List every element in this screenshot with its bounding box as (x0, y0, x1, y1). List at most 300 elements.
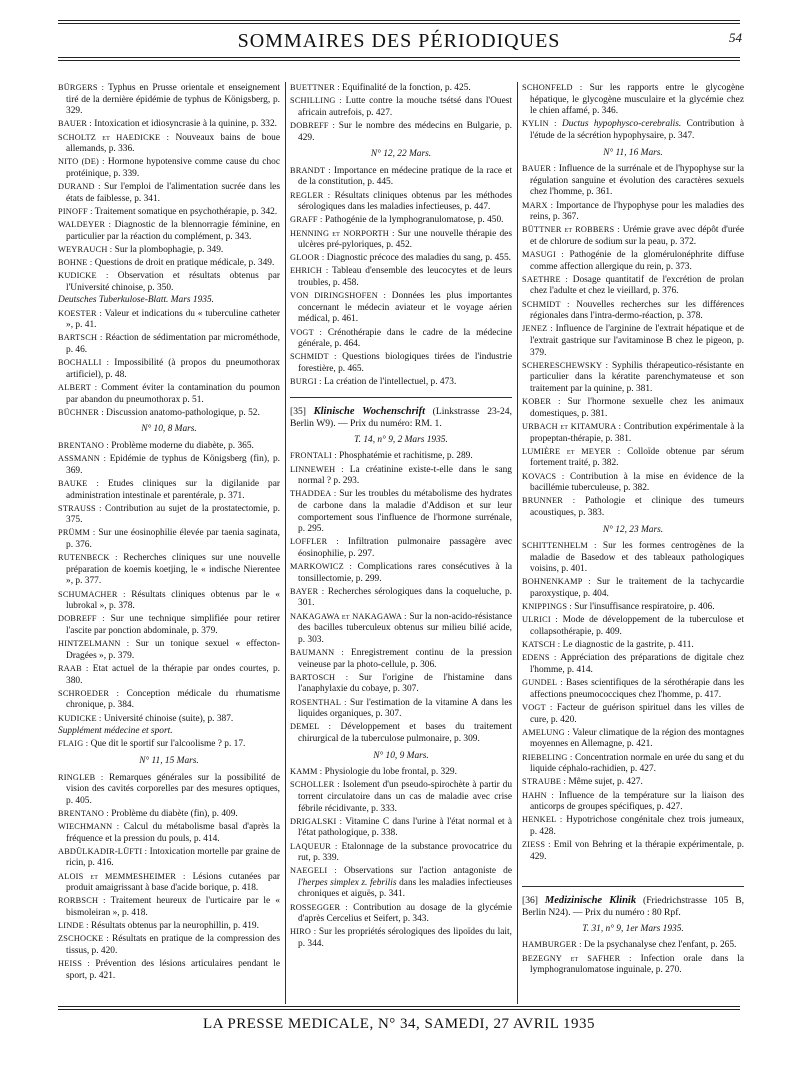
entry (290, 252, 512, 265)
entry (290, 95, 512, 119)
column-2 (290, 82, 512, 1004)
entry (290, 766, 512, 779)
entry (522, 814, 744, 838)
entry-text: Sur les propriétés sérologiques des lipoïdes du lait, p. 344. (298, 927, 512, 950)
entry (58, 132, 280, 156)
entry-text: Sur l'hormone sexuelle chez les animaux domestiques, p. 381. (530, 397, 744, 419)
author: ASSMANN : (58, 454, 107, 464)
page-number: 54 (729, 30, 742, 45)
entry (290, 672, 512, 696)
author: BÜRGERS : (58, 83, 105, 92)
entry-text: Sur la non-acido-résistance des bacilles tuberculeux obtenus sur milieu bilié acide, p. 303. (298, 611, 512, 645)
author: SCHROEDER : (58, 688, 120, 698)
entry-text: Hormone hypotensive comme cause du choc protéinique, p. 339. (66, 157, 280, 179)
entry-text: Etalonnage de la substance provocatrice du rut, p. 339. (298, 841, 512, 864)
author: BRANDT : (290, 165, 331, 175)
entry (522, 495, 744, 519)
author: BÜCHNER : (58, 407, 104, 417)
entry-text: Facteur de guérison spirituel dans les villes de cure, p. 420. (530, 702, 744, 725)
entry (58, 772, 280, 808)
author: BURGI : (290, 377, 322, 387)
entry-text: Que dit le sportif sur l'alcoolisme ? p. 17. (88, 739, 246, 750)
entry-text: Phosphatémie et rachitisme, p. 289. (336, 451, 473, 462)
entry (522, 299, 744, 323)
entry-text: Résultats cliniques obtenus par les méthodes sérologiques dans les maladies infectieuses, p. 447. (298, 190, 512, 213)
entry-text: Valeur climatique de la région des montagnes moyennes en Allemagne, p. 421. (530, 727, 744, 750)
entry-text: Concentration normale en urée du sang et du liquide céphalo-rachidien, p. 427. (530, 752, 744, 775)
entry (522, 953, 744, 977)
entry-text: dans les maladies infectieuses chroniques et aiguës, p. 341. (298, 877, 512, 900)
entry-text: Contribution au dosage de la glycémie d'après Cercelius et Seifert, p. 343. (298, 902, 512, 925)
entry (58, 453, 280, 477)
author: ALOIS et MEMMESHEIMER : (58, 871, 186, 881)
entry-text: Impossibilité (à propos du pneumothorax artificiel), p. 48. (66, 358, 280, 380)
entry-text: Sur les troubles du métabolisme des hydrates de carbone dans la maladie d'Addison et sur leur comportement sous l'influence de l'hormone surrénale, p. 295. (298, 489, 512, 535)
entry (522, 274, 744, 298)
author: KNIPPINGS : (522, 602, 572, 612)
entry-text: Diagnostic précoce des maladies du sang, p. 455. (324, 253, 512, 264)
entry-text: Observation et résultats obtenus par l'Université chinoise, p. 350. (66, 271, 280, 293)
issue-heading: T. 14, n° 9, 2 Mars 1935. (354, 434, 448, 445)
author: ROSENTHAL : (290, 697, 347, 707)
author: BOHNENKAMP : (522, 577, 591, 587)
entry-text: Lésions cutanées par produit amaigrissant à base d'acide borique, p. 418. (66, 871, 280, 894)
entry-text: Intoxication et idiosyncrasie à la quinine, p. 332. (91, 119, 278, 130)
author: SCHERESCHEWSKY : (522, 360, 609, 370)
entry-text: Hypotrichose congénitale chez trois jumeaux, p. 428. (530, 815, 744, 837)
entry (58, 503, 280, 527)
entry (58, 478, 280, 502)
author: LINDE : (58, 921, 89, 931)
entry (58, 270, 280, 294)
entry (290, 228, 512, 252)
entry-text: Recherches sérologiques dans la coqueluche, p. 301. (298, 586, 512, 609)
entry-text: Influence de la surrénale et de l'hypophyse sur la régulation sanguine et évolution des caractères sexuels chez l'homme, p. 361. (530, 164, 744, 198)
entry (58, 920, 280, 933)
entry-text: Valeur et indications du « tuberculine catheter », p. 41. (66, 308, 280, 331)
entry-text: Sur l'estimation de la vitamine A dans les liquides organiques, p. 307. (298, 697, 512, 720)
entry-text: Vitamine C dans l'urine à l'état normal et à l'état pathologique, p. 338. (298, 816, 512, 839)
author: DRIGALSKI : (290, 816, 343, 826)
entry (58, 846, 280, 870)
issue-heading: N° 11, 16 Mars. (603, 147, 663, 158)
entry-text: Université chinoise (suite), p. 387. (101, 713, 234, 724)
author: REGLER : (290, 190, 331, 200)
author: BUETTNER : (290, 83, 340, 92)
entry-text: Développement et bases du traitement chirurgical de la tuberculose pulmonaire, p. 309. (298, 722, 512, 744)
entry-text: Urémie grave avec dépôt d'urée et de chlorure de sodium sur la peau, p. 372. (530, 225, 744, 247)
column-divider (285, 82, 286, 1004)
entry (290, 450, 512, 463)
entry (522, 939, 744, 952)
entry (58, 82, 280, 118)
entry-text: Sur une nouvelle thérapie des ulcères pré-pyloriques, p. 452. (298, 228, 512, 251)
entry-text: Pathogénie de la glomérulonéphrite diffuse comme affection allergique du rein, p. 373. (530, 250, 744, 272)
author: RIEBELING : (522, 752, 573, 762)
entry (522, 471, 744, 495)
entry (522, 702, 744, 726)
entry-text: Sur l'origine de l'histamine dans l'anaphylaxie du cobaye, p. 307. (298, 672, 512, 695)
author: HAHN : (522, 790, 555, 800)
author: BRUNNER : (522, 496, 576, 506)
entry-text: De la psychanalyse chez l'enfant, p. 265. (581, 940, 737, 951)
entry (522, 752, 744, 776)
entry (522, 677, 744, 701)
author: BRENTANO : (58, 808, 109, 818)
entry-text: Sur l'insuffisance respiratoire, p. 406. (571, 602, 715, 613)
entry (290, 165, 512, 189)
author: EHRICH : (290, 266, 329, 276)
author: HEISS : (58, 959, 90, 969)
author: ZIESS : (522, 840, 551, 850)
entry-text: Pathologie et clinique des tumeurs acoustiques, p. 383. (530, 496, 744, 518)
author: KOVACS : (522, 471, 565, 481)
author: SCHONFELD : (522, 83, 583, 92)
entry (522, 540, 744, 576)
entry-text: Enregistrement continu de la pression veineuse par la photo-cellule, p. 306. (298, 648, 512, 670)
entry (522, 396, 744, 420)
entry (58, 206, 280, 219)
page-header (58, 20, 740, 62)
author: GRAFF : (290, 215, 323, 225)
entry-text: Typhus en Prusse orientale et enseignement tiré de la dernière épidémie de typhus de Königsberg, p. 329. (66, 83, 280, 117)
entry (58, 357, 280, 381)
entry-text: Prévention des lésions articulaires pendant le sport, p. 421. (66, 959, 280, 981)
entry-text: Même sujet, p. 427. (565, 777, 643, 788)
entry (58, 613, 280, 637)
entry (290, 779, 512, 815)
entry-text: Recherches cliniques sur une nouvelle préparation de koemis koetjing, le « indische Nierentee », p. 377. (66, 553, 280, 587)
author: BOCHALLI : (58, 358, 110, 368)
entry-text: Sur un tonique sexuel « effecton-Dragées », p. 379. (66, 639, 280, 661)
entry (290, 697, 512, 721)
entry-text: Contribution à la mise en évidence de la bacillémie tuberculeuse, p. 382. (530, 471, 744, 494)
entry (290, 190, 512, 214)
entry-text: Intoxication mortelle par graine de ricin, p. 416. (66, 846, 280, 869)
column-divider (517, 82, 518, 1004)
entry-text: Questions biologiques tirées de l'industrie forestière, p. 465. (298, 352, 512, 374)
entry-text: Observations sur l'action antagoniste de (336, 866, 512, 877)
journal-number: [36] (522, 894, 545, 906)
entry-italic: Ductus hypophysco-cerebralis. (561, 119, 682, 130)
column-3 (522, 82, 744, 1004)
entry-text: Pathogénie de la lymphogranulomatose, p. 450. (322, 215, 504, 226)
entry (290, 488, 512, 535)
entry-text: Sur le traitement de la tachycardie paroxystique, p. 404. (530, 577, 744, 600)
entry-text: Appréciation des préparations de digitale chez l'homme, p. 414. (530, 653, 744, 675)
entry (522, 839, 744, 863)
entry-text: Données les plus importantes concernant le médecin aviateur et le voyage aérien médical, p. 461. (298, 291, 512, 325)
entry (58, 808, 280, 821)
entry (58, 821, 280, 845)
entry-text: Sur une technique simplifiée pour retirer l'ascite par ponction abdominale, p. 379. (66, 614, 280, 636)
entry-text: Complications rares consécutives à la tonsillectomie, p. 299. (298, 562, 512, 584)
entry-text: Crénothérapie dans le cadre de la médecine générale, p. 464. (298, 327, 512, 350)
journal-name: Deutsches Tuberkulose-Blatt. (58, 295, 169, 306)
author: LAQUEUR : (290, 841, 338, 851)
entry (290, 902, 512, 926)
author: SCHUMACHER : (58, 589, 126, 599)
author: NAKAGAWA et NAKAGAWA : (290, 611, 407, 621)
author: BEZEGNY et SAFHER : (522, 953, 632, 963)
author: LINNEWEH : (290, 464, 344, 474)
entry-text: Colloïde obtenue par sérum fortement traité, p. 382. (530, 446, 744, 469)
journal-heading (58, 295, 280, 307)
entry (290, 841, 512, 865)
author: HIRO : (290, 927, 317, 937)
author: WIECHMANN : (58, 822, 120, 832)
author: HAMBURGER : (522, 940, 582, 950)
entry (290, 865, 512, 901)
entry (58, 181, 280, 205)
entry-text: Calcul du métabolisme basal d'après la fréquence et la pression du pouls, p. 414. (66, 822, 280, 844)
journal-info: (Friedrichstrasse 105 B, Berlin N24). — Prix du numéro : 80 Rpf. (522, 894, 744, 918)
entry (522, 790, 744, 814)
journal-entry (522, 895, 744, 919)
section-separator (522, 886, 744, 887)
entry-text: Comment éviter la contamination du poumon par abandon du pneumothorax p. 51. (66, 382, 280, 405)
journal-number: [35] (290, 405, 314, 417)
entry-italic: l'herpes simplex z. febrilis (298, 877, 397, 888)
entry (58, 552, 280, 588)
journal-name: Supplément médecine et sport. (58, 726, 173, 737)
author: BAUMANN : (290, 648, 344, 658)
entry (522, 249, 744, 273)
entry (290, 586, 512, 610)
entry-text: Influence de la température sur la liaison des anticorps de groupes spécifiques, p. 427. (530, 790, 744, 813)
entry-text: Contribution expérimentale à la propeptan-thérapie, p. 381. (530, 421, 744, 444)
author: DOBREFF : (290, 120, 335, 130)
entry-text: Réaction de sédimentation par microméthode, p. 46. (66, 333, 280, 355)
entry (58, 382, 280, 406)
author: DURAND : (58, 182, 101, 192)
author: VON DIRINGSHOFEN : (290, 291, 387, 301)
entry (522, 601, 744, 614)
journal-info: (Linkstrasse 23-24, Berlin W9). — Prix du numéro: RM. 1. (290, 405, 512, 429)
author: HENKEL : (522, 815, 563, 825)
author: NAEGELI : (290, 866, 337, 876)
entry (58, 244, 280, 257)
entry-text: Contribution à l'étude de la sécrétion hypophysaire, p. 347. (530, 119, 744, 141)
entry-text: Problème moderne du diabète, p. 365. (108, 440, 254, 451)
author: RUTENBECK : (58, 553, 118, 563)
entry (290, 721, 512, 745)
entry (58, 118, 280, 131)
entry-text: Contribution au sujet de la prostatectomie, p. 375. (66, 503, 280, 526)
entry-text: Emil von Behring et la thérapie expérimentale, p. 429. (530, 840, 744, 862)
entry (522, 323, 744, 359)
author: GUNDEL : (522, 678, 563, 688)
entry-text: Influence de l'arginine de l'extrait hépatique et de l'extrait gastrique sur l'avitaminose B chez le pigeon, p. 379. (530, 324, 744, 358)
author: KATSCH : (522, 640, 561, 650)
author: BÜTTNER et ROBBERS : (522, 225, 620, 235)
issue-heading: N° 10, 8 Mars. (141, 424, 197, 435)
author: EDENS : (522, 653, 557, 663)
entry (58, 156, 280, 180)
author: AMELUNG : (522, 727, 570, 737)
author: KOESTER : (58, 308, 103, 318)
author: DOBREFF : (58, 614, 105, 624)
entry (290, 816, 512, 840)
author: SAETHRE : (522, 274, 568, 284)
entry (290, 561, 512, 585)
author: HINTZELMANN : (58, 639, 130, 649)
author: STRAUSS : (58, 503, 102, 513)
author: SCHILLING : (290, 96, 342, 106)
entry (522, 614, 744, 638)
issue-heading: N° 10, 9 Mars. (373, 750, 429, 761)
entry-text: Isolement d'un pseudo-spirochète à partir du torrent circulatoire dans un cas de maladie avec crise fébrile récidivante, p. 333. (298, 780, 512, 814)
entry-text: Traitement heureux de l'urticaire par le « bismoleiran », p. 418. (66, 896, 280, 918)
author: BAUER : (522, 164, 557, 174)
entry-text: Traitement somatique en psychothérapie, p. 342. (92, 206, 278, 217)
entry (290, 376, 512, 389)
entry-text: Importance de l'hypophyse pour les maladies des reins, p. 367. (530, 200, 744, 223)
issue-heading: N° 12, 22 Mars. (370, 149, 432, 160)
entry (58, 871, 280, 895)
author: RORBSCH : (58, 896, 106, 906)
author: KYLIN : (522, 119, 557, 129)
entry (522, 446, 744, 470)
entry-text: Infection orale dans la lymphogranulomatose inguinale, p. 270. (530, 953, 744, 976)
entry (290, 647, 512, 671)
entry-text: Bases scientifiques de la sérothérapie dans les affections pneumococciques chez l'homme, p. 417. (530, 678, 744, 700)
author: URBACH et KITAMURA : (522, 421, 622, 431)
entry (290, 214, 512, 227)
entry-text: Equifinalité de la fonction, p. 425. (339, 83, 471, 93)
issue-heading: N° 11, 15 Mars. (139, 755, 199, 766)
entry (522, 163, 744, 199)
author: HENNING et NORPORTH : (290, 228, 395, 238)
author: BARTOSCH : (290, 672, 349, 682)
entry-text: Sur l'emploi de l'alimentation sucrée dans les états de faiblesse, p. 341. (66, 182, 280, 204)
entry (58, 407, 280, 420)
entry (522, 576, 744, 600)
author: VOGT : (290, 327, 323, 337)
entry-text: Sur les rapports entre le glycogène hépatique, le glycogène musculaire et la glycémie chez le chien affamé, p. 346. (530, 83, 744, 117)
entry-text: Sur le nombre des médecins en Bulgarie, p. 429. (298, 120, 512, 143)
author: SCHMIDT : (290, 352, 337, 362)
entry-text: Physiologie du lobe frontal, p. 329. (322, 767, 457, 778)
entry (58, 895, 280, 919)
entry-text: Résultats obtenus par la neurophillin, p. 419. (88, 921, 259, 932)
entry (58, 663, 280, 687)
entry (522, 776, 744, 789)
entry (522, 639, 744, 652)
entry (290, 351, 512, 375)
author: MASUGI : (522, 250, 564, 260)
author: LUMIÈRE et MEYER : (522, 446, 621, 456)
entry (58, 933, 280, 957)
author: KUDICKE : (58, 713, 102, 723)
columns-area (58, 82, 748, 1004)
entry (58, 713, 280, 726)
entry-text: Résultats cliniques obtenus par le « lubrokal », p. 378. (66, 589, 280, 612)
entry (58, 589, 280, 613)
author: GLOOR : (290, 253, 325, 263)
author: ULRICI : (522, 615, 558, 625)
entry-text: Sur la plombophagie, p. 349. (112, 244, 224, 255)
issue-heading: T. 31, n° 9, 1er Mars 1935. (582, 923, 684, 934)
entry-text: Lutte contre la mouche tsétsé dans l'Ouest africain autrefois, p. 427. (298, 96, 512, 118)
entry (522, 118, 744, 142)
entry (522, 82, 744, 118)
entry (290, 926, 512, 950)
author: PINOFF : (58, 206, 93, 216)
author: BAUER : (58, 119, 92, 129)
author: KAMM : (290, 767, 323, 777)
entry-text: Remarques générales sur la possibilité de vision des cavités corporelles par des mesures optiques, p. 405. (66, 772, 280, 806)
entry-text: Syphilis thérapeutico-résistante en particulier dans la kératite parenchymateuse et son traitement par la quinine, p. 381. (530, 360, 744, 394)
entry (58, 688, 280, 712)
entry-text: Questions de droit en pratique médicale, p. 349. (92, 258, 275, 269)
author: ABDÜLKADIR-LÜFTI : (58, 846, 148, 856)
journal-title: Klinische Wochenschrift (313, 405, 425, 417)
author: PRÜMM : (58, 528, 96, 538)
entry (58, 257, 280, 270)
entry (58, 308, 280, 332)
author: VOGT : (522, 702, 553, 712)
entry-text: Etudes cliniques sur la digilanide par administration intestinale et parentérale, p. 371. (66, 478, 280, 501)
author: WEYRAUCH : (58, 244, 113, 254)
column-1 (58, 82, 280, 1004)
entry-text: La créatinine existe-t-elle dans le sang normal ? p. 293. (298, 464, 512, 487)
author: WALDEYER : (58, 220, 112, 230)
entry (522, 360, 744, 396)
author: THADDEA : (290, 489, 337, 499)
entry (290, 327, 512, 351)
entry (290, 464, 512, 488)
author: RINGLEB : (58, 772, 104, 782)
entry (522, 421, 744, 445)
author: SCHOLLER : (290, 780, 340, 790)
entry-text: Tableau d'ensemble des leucocytes et de leurs troubles, p. 458. (298, 266, 512, 289)
author: LOFFLER : (290, 537, 339, 547)
journal-entry (290, 406, 512, 430)
entry-text: Epidémie de typhus de Königsberg (fin), p. 369. (66, 454, 280, 476)
entry (522, 727, 744, 751)
page-footer (58, 1006, 740, 1046)
author: BOHNE : (58, 258, 93, 268)
author: MARX : (522, 200, 554, 210)
entry (522, 652, 744, 676)
entry-text: Le diagnostic de la gastrite, p. 411. (560, 640, 694, 651)
author: FRONTALI : (290, 451, 337, 461)
entry-text: Etat actuel de la thérapie par ondes courtes, p. 380. (66, 663, 280, 686)
author: KOBER : (522, 397, 561, 407)
section-separator (290, 397, 512, 398)
entry-text: La création de l'intellectuel, p. 473. (321, 377, 457, 388)
entry-text: Infiltration pulmonaire passagère avec éosinophilie, p. 297. (298, 537, 512, 559)
entry-text: Sur les formes centrogènes de la maladie de Basedow et des tableaux pathologiques voisins, p. 401. (530, 541, 744, 575)
author: BARTSCH : (58, 333, 103, 343)
entry (58, 219, 280, 243)
author: STRAUBE : (522, 777, 566, 787)
author: SCHMIDT : (522, 299, 570, 309)
entry-text: Résultats en pratique de la compression des tissus, p. 420. (66, 934, 280, 956)
entry (290, 265, 512, 289)
author: ZSCHOCKE : (58, 934, 109, 944)
entry-text: Nouvelles recherches sur les différences régionales dans l'intra-dermo-réaction, p. 378. (530, 299, 744, 322)
entry (290, 120, 512, 144)
entry-text: Sur une éosinophilie élevée par taenia saginata, p. 376. (66, 528, 280, 551)
entry (290, 536, 512, 560)
entry-text: Diagnostic de la blennorragie féminine, en particulier par la réaction du complément, p. 343. (66, 220, 280, 242)
entry (290, 82, 512, 95)
author: ROSSEGGER : (290, 902, 348, 912)
journal-date: Mars 1935. (168, 295, 214, 306)
author: BAYER : (290, 586, 325, 596)
